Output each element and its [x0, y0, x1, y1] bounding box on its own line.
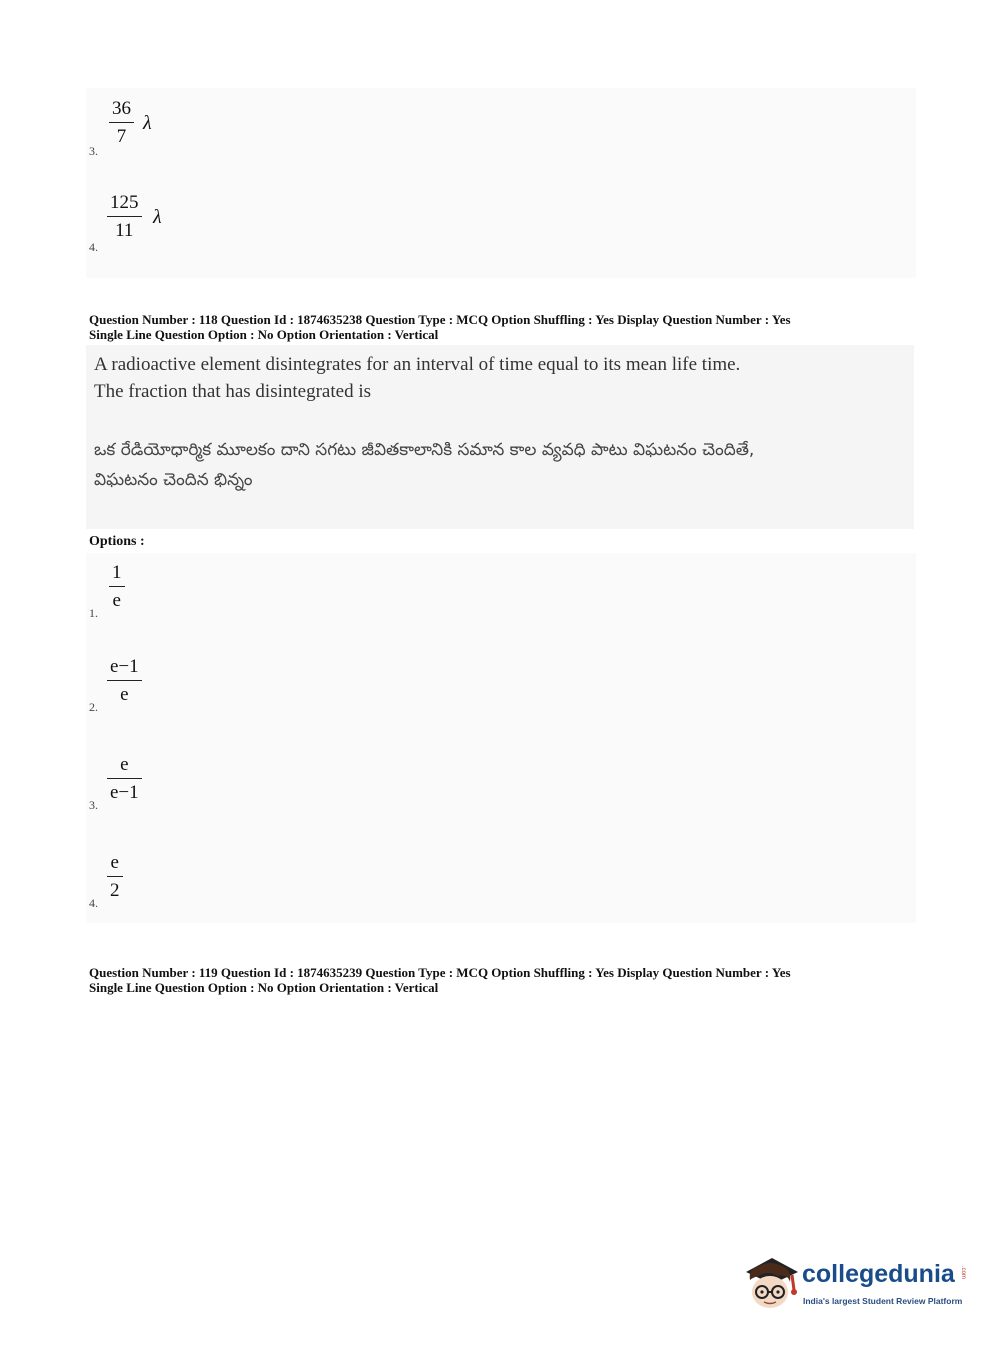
fraction: e 2 — [107, 852, 123, 901]
lambda-symbol: λ — [153, 206, 162, 228]
option-index: 3. — [89, 144, 98, 158]
q119-meta-line2: Single Line Question Option : No Option Orientation : Vertical — [89, 980, 439, 995]
q118-question-panel — [86, 345, 914, 529]
q118-meta-line1: Question Number : 118 Question Id : 1874635238 Question Type : MCQ Option Shuffling : Yes Display Question Number : Yes — [89, 312, 791, 327]
question-text-telugu: ఒక రేడియోధార్మిక మూలకం దాని సగటు జీవితకాలానికి సమాన కాల వ్యవధి పాటు విఘటనం చెందితే, విఘటనం చెందిన భిన్నం — [94, 440, 755, 490]
prev-options-panel — [86, 88, 916, 278]
fraction: 36 7 — [109, 98, 134, 147]
q118-option-3[interactable] — [89, 754, 209, 816]
q118-option-2[interactable] — [89, 656, 209, 718]
option-index: 4. — [89, 896, 98, 910]
prev-option-3[interactable] — [89, 98, 209, 162]
fraction: 125 11 — [107, 192, 142, 241]
fraction: e−1 e — [107, 656, 142, 705]
option-index: 3. — [89, 798, 98, 812]
q118-meta-line2: Single Line Question Option : No Option Orientation : Vertical — [89, 327, 439, 342]
fraction: 1 e — [109, 562, 125, 611]
question-text-english: A radioactive element disintegrates for an interval of time equal to its mean life time. The fraction that has disintegrated is — [94, 354, 741, 402]
options-label: Options : — [89, 534, 145, 549]
q118-option-4[interactable] — [89, 852, 209, 914]
option-index: 1. — [89, 606, 98, 620]
option-index: 4. — [89, 240, 98, 254]
mascot-icon — [742, 1246, 800, 1312]
logo-wordmark: collegedunia — [802, 1260, 955, 1288]
fraction: e e−1 — [107, 754, 142, 803]
lambda-symbol: λ — [143, 112, 152, 134]
logo-tagline: India's largest Student Review Platform — [803, 1296, 963, 1306]
q118-options-panel — [86, 553, 916, 923]
q119-meta-line1: Question Number : 119 Question Id : 1874635239 Question Type : MCQ Option Shuffling : Yes Display Question Number : Yes — [89, 965, 791, 980]
collegedunia-logo[interactable] — [742, 1246, 982, 1316]
prev-option-4[interactable] — [89, 192, 209, 258]
logo-com: .com — [960, 1266, 966, 1280]
option-index: 2. — [89, 700, 98, 714]
q118-option-1[interactable] — [89, 562, 209, 624]
